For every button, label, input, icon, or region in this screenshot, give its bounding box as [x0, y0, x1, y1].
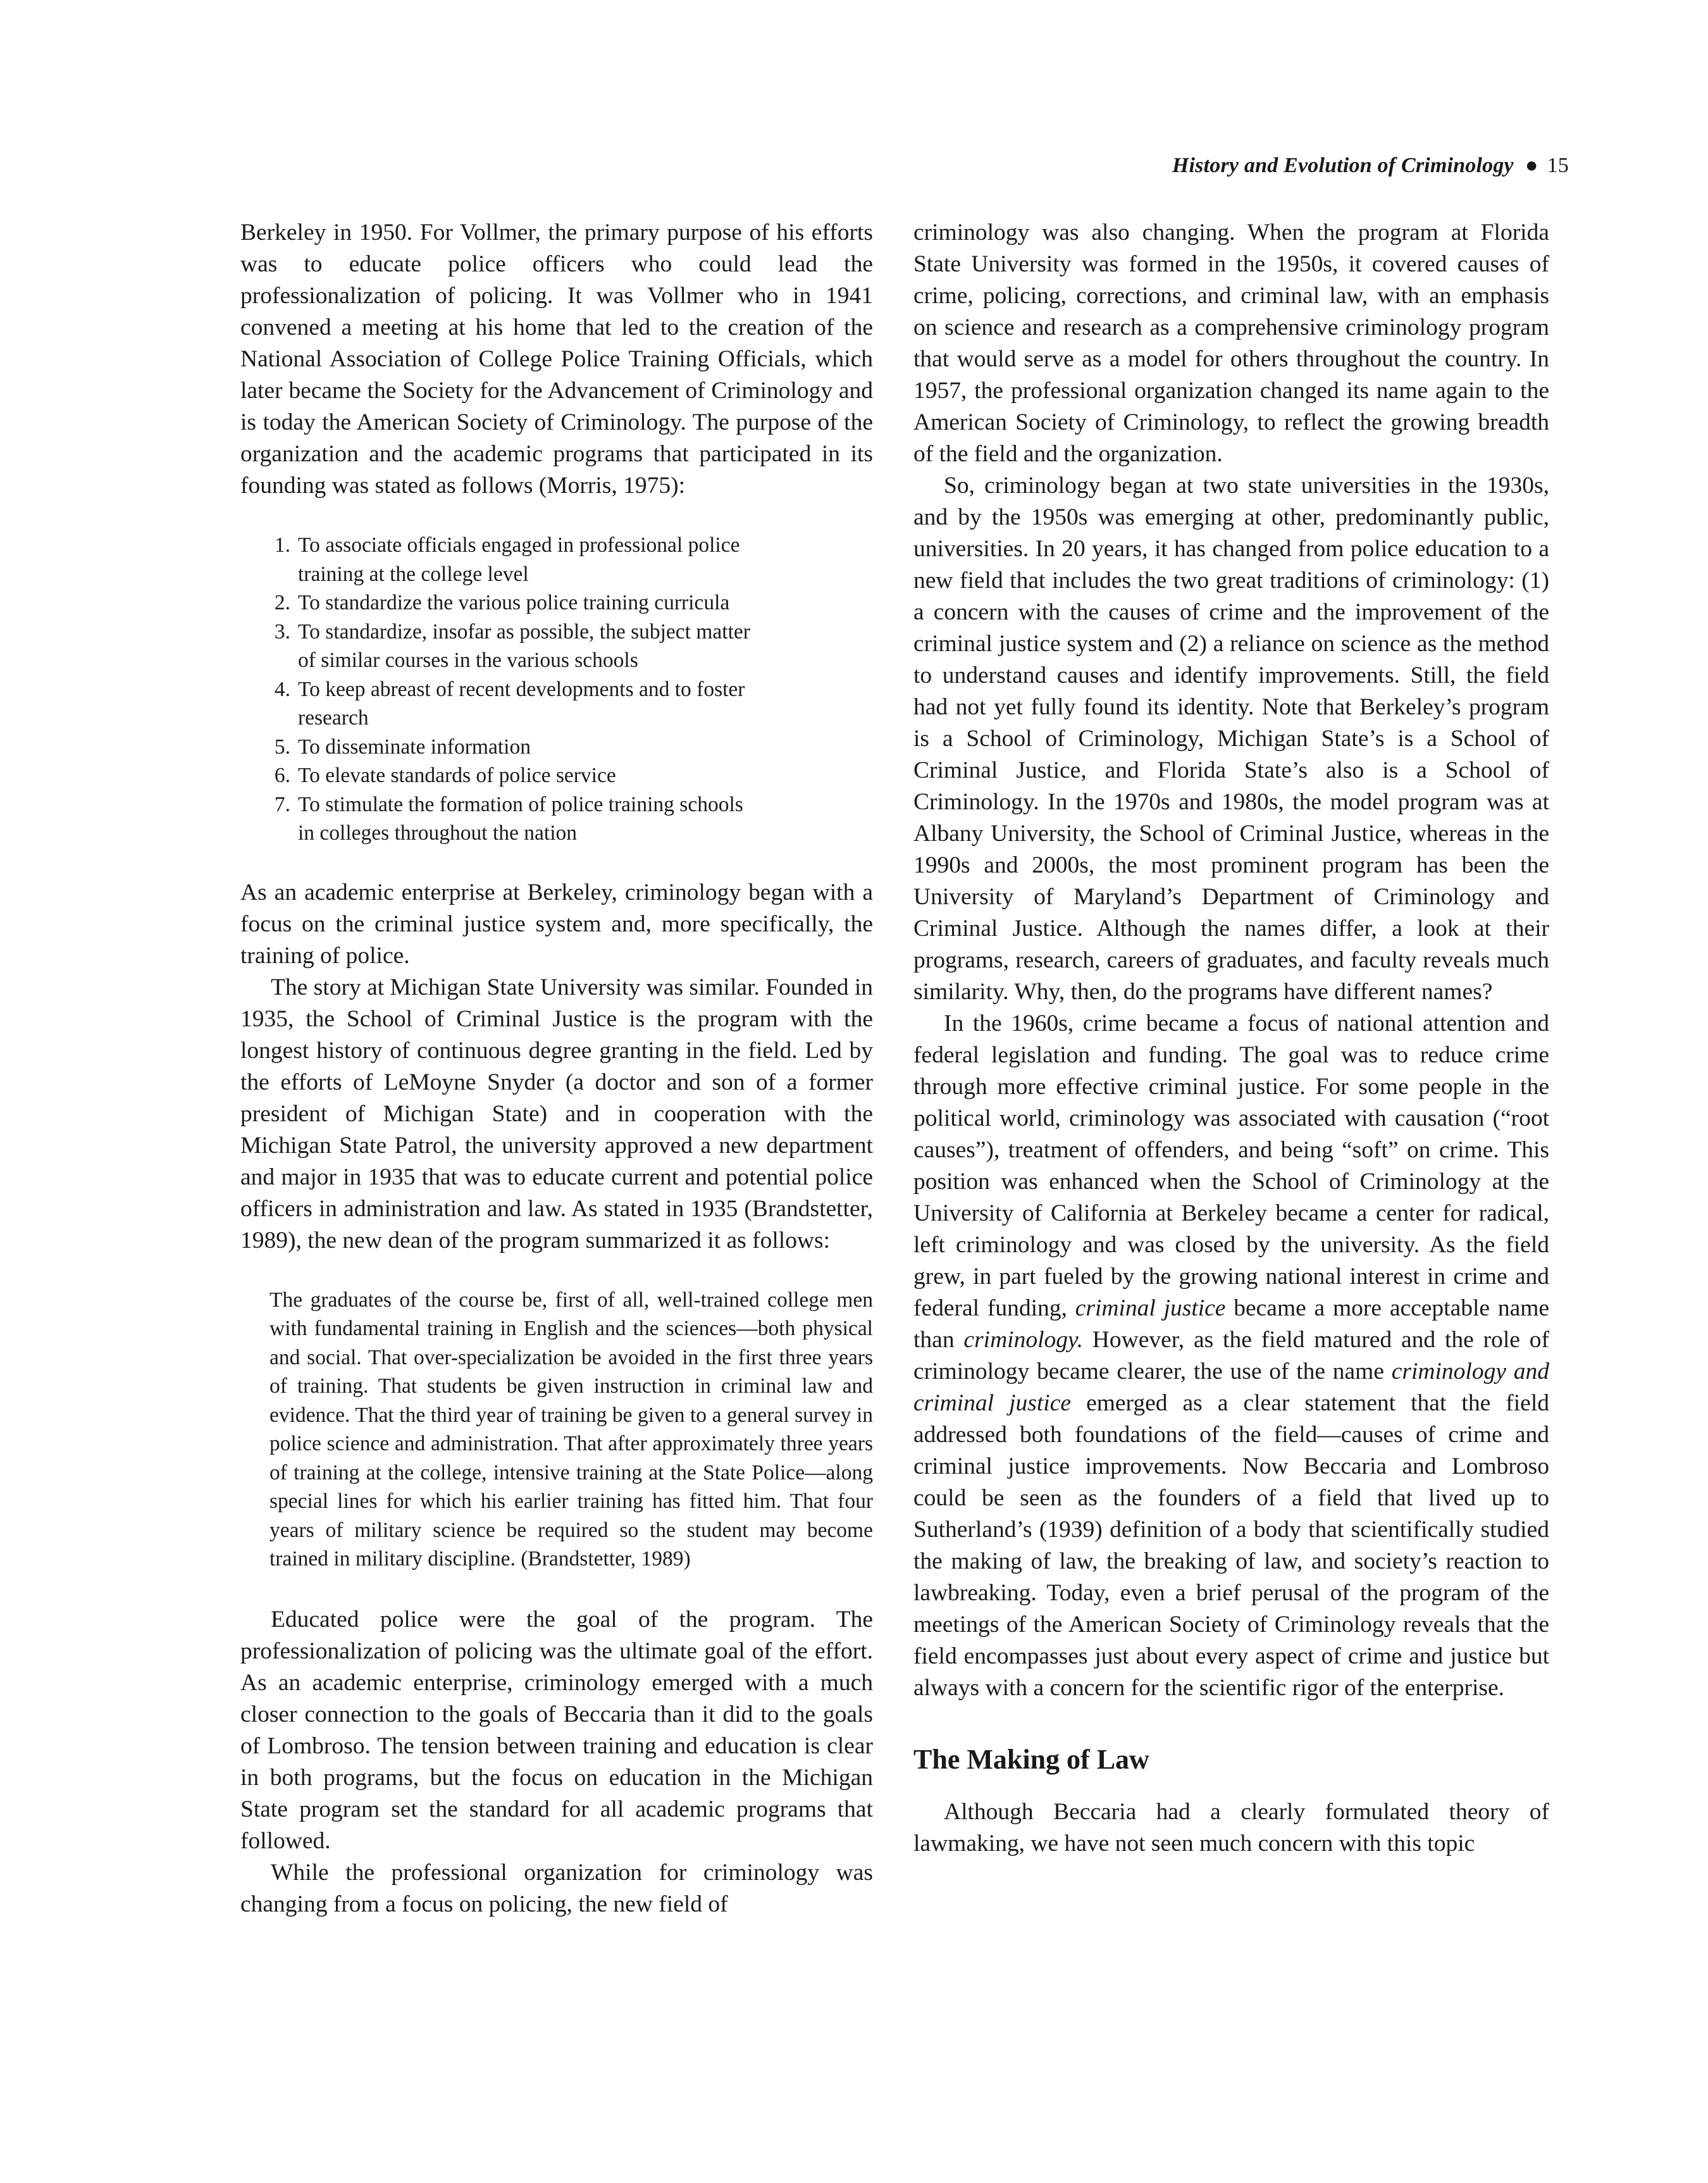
paragraph: criminology was also changing. When the program at Florida State University was formed in the 1950s, it covered causes of crime, policing, corrections, and criminal law, with an emphasis on science and research as a comprehensive criminology program that would serve as a model for others throughout the country. In 1957, the professional organization changed its name again to the American Society of Criminology, to reflect the growing breadth of the field and the organization. — [913, 220, 1549, 467]
paragraph: The story at Michigan State University was similar. Founded in 1935, the School of Criminal Justice is the program with the longest history of continuous degree granting in the field. Led by the efforts of LeMoyne Snyder (a doctor and son of a former president of Michigan State) and in cooperation with the Michigan State Patrol, the university approved a new department and major in 1935 that was to educate current and potential police officers in administration and law. As stated in 1935 (Brandstetter, 1989), the new dean of the program summarized it as follows: — [240, 974, 873, 1253]
list-text: To standardize, insofar as possible, the subject matter of similar courses in the various schools — [298, 619, 750, 672]
paragraph: Berkeley in 1950. For Vollmer, the primary purpose of his efforts was to educate police officers who could lead the professionalization of policing. It was Vollmer who in 1941 convened a meeting at his home that led to the creation of the National Association of College Police Training Officials, which later became the Society for the Advancement of Criminology and is today the American Society of Criminology. The purpose of the organization and the academic programs that participated in its founding was stated as follows (Morris, 1975): — [240, 220, 873, 499]
list-item — [240, 588, 873, 618]
section-heading: The Making of Law — [913, 1744, 1149, 1775]
text-run: became a more acceptable name than — [913, 1295, 1550, 1353]
list-item — [240, 790, 873, 848]
text-run: emerged as a clear statement that the field addressed both foundations of the field—causes of crime and criminal justice improvements. Now Beccaria and Lombroso could be seen as the founders of a field that lived up to Sutherland’s (1939) definition of a body that scientifically studied the making of law, the breaking of law, and society’s reaction to lawbreaking. Today, even a brief perusal of the program of the meetings of the American Society of Criminology reveals that the field encompasses just about every aspect of crime and justice but always with a concern for the scientific rigor of the enterprise. — [913, 1390, 1549, 1701]
list-number: 7. — [274, 792, 290, 816]
list-text: To keep abreast of recent developments and to foster research — [298, 677, 745, 730]
list-number: 5. — [274, 735, 290, 759]
right-column — [913, 217, 1549, 1860]
left-column — [240, 217, 873, 1920]
list-number: 3. — [274, 619, 290, 644]
list-item — [240, 531, 873, 588]
italic-term: criminology and criminal justice — [913, 1359, 1549, 1416]
bullet-separator: ● — [1525, 154, 1538, 177]
list-text: To elevate standards of police service — [298, 764, 616, 787]
running-title: History and Evolution of Criminology — [1172, 154, 1514, 177]
list-text: To associate officials engaged in professional police training at the college level — [298, 533, 740, 586]
list-item — [240, 761, 873, 790]
text-run: However, as the field matured and the role of criminology became clearer, the use of the name — [913, 1327, 1549, 1384]
list-item — [240, 618, 873, 675]
paragraph: So, criminology began at two state universities in the 1930s, and by the 1950s was emerging at other, predominantly public, universities. In 20 years, it has changed from police education to a new field that includes the two great traditions of criminology: (1) a concern with the causes of crime and the improvement of the criminal justice system and (2) a reliance on science as the method to understand causes and identify improvements. Still, the field had not yet fully found its identity. Note that Berkeley’s program is a School of Criminology, Michigan State’s is a School of Criminal Justice, and Florida State’s also is a School of Criminology. In the 1970s and 1980s, the model program was at Albany University, the School of Criminal Justice, whereas in the 1990s and 2000s, the most prominent program has been the University of Maryland’s Department of Criminology and Criminal Justice. Although the names differ, a look at their programs, research, careers of graduates, and faculty reveals much similarity. Why, then, do the programs have different names? — [913, 473, 1549, 1005]
page-number: 15 — [1547, 154, 1569, 177]
purposes-list — [240, 531, 873, 848]
paragraph: As an academic enterprise at Berkeley, criminology began with a focus on the criminal justice system and, more specifically, the training of police. — [240, 879, 873, 969]
list-text: To stimulate the formation of police training schools in colleges throughout the nation — [298, 792, 743, 845]
block-quote: The graduates of the course be, first of all, well-trained college men with fundamental training in English and the sciences—both physical and social. That over-specialization be avoided in the first three years of training. That students be given instruction in criminal law and evidence. That the third year of training be given to a general survey in police science and administration. That after approximately three years of training at the college, intensive training at the State Police—along special lines for which his earlier training has fitted him. That four years of military science be required so the student may become trained in military discipline. (Brandstetter, 1989) — [269, 1288, 873, 1570]
list-text: To standardize the various police training curricula — [298, 591, 730, 614]
paragraph: While the professional organization for criminology was changing from a focus on policing, the new field of — [240, 1859, 873, 1917]
text-run: In the 1960s, crime became a focus of national attention and federal legislation and funding. The goal was to reduce crime through more effective criminal justice. For some people in the political world, criminology was associated with causation (“root causes”), treatment of offenders, and being “soft” on crime. This position was enhanced when the School of Criminology at the University of California at Berkeley became a center for radical, left criminology and was closed by the university. As the field grew, in part fueled by the growing national interest in crime and federal funding, — [913, 1011, 1549, 1321]
list-number: 6. — [274, 764, 290, 787]
list-number: 2. — [274, 591, 290, 614]
list-item — [240, 733, 873, 762]
italic-term: criminology. — [963, 1327, 1083, 1353]
paragraph: Although Beccaria had a clearly formulated theory of lawmaking, we have not seen much concern with this topic — [913, 1799, 1549, 1856]
italic-term: criminal justice — [1075, 1295, 1226, 1321]
list-text: To disseminate information — [298, 735, 531, 759]
list-item — [240, 675, 873, 733]
paragraph: Educated police were the goal of the program. The professionalization of policing was the ultimate goal of the effort. As an academic enterprise, criminology emerged with a much closer connection to the goals of Beccaria than it did to the goals of Lombroso. The tension between training and education is clear in both programs, but the focus on education in the Michigan State program set the standard for all academic programs that followed. — [240, 1606, 873, 1854]
running-head — [1172, 154, 1569, 178]
list-number: 4. — [274, 677, 290, 701]
list-number: 1. — [274, 533, 290, 557]
paragraph — [913, 1008, 1549, 1704]
